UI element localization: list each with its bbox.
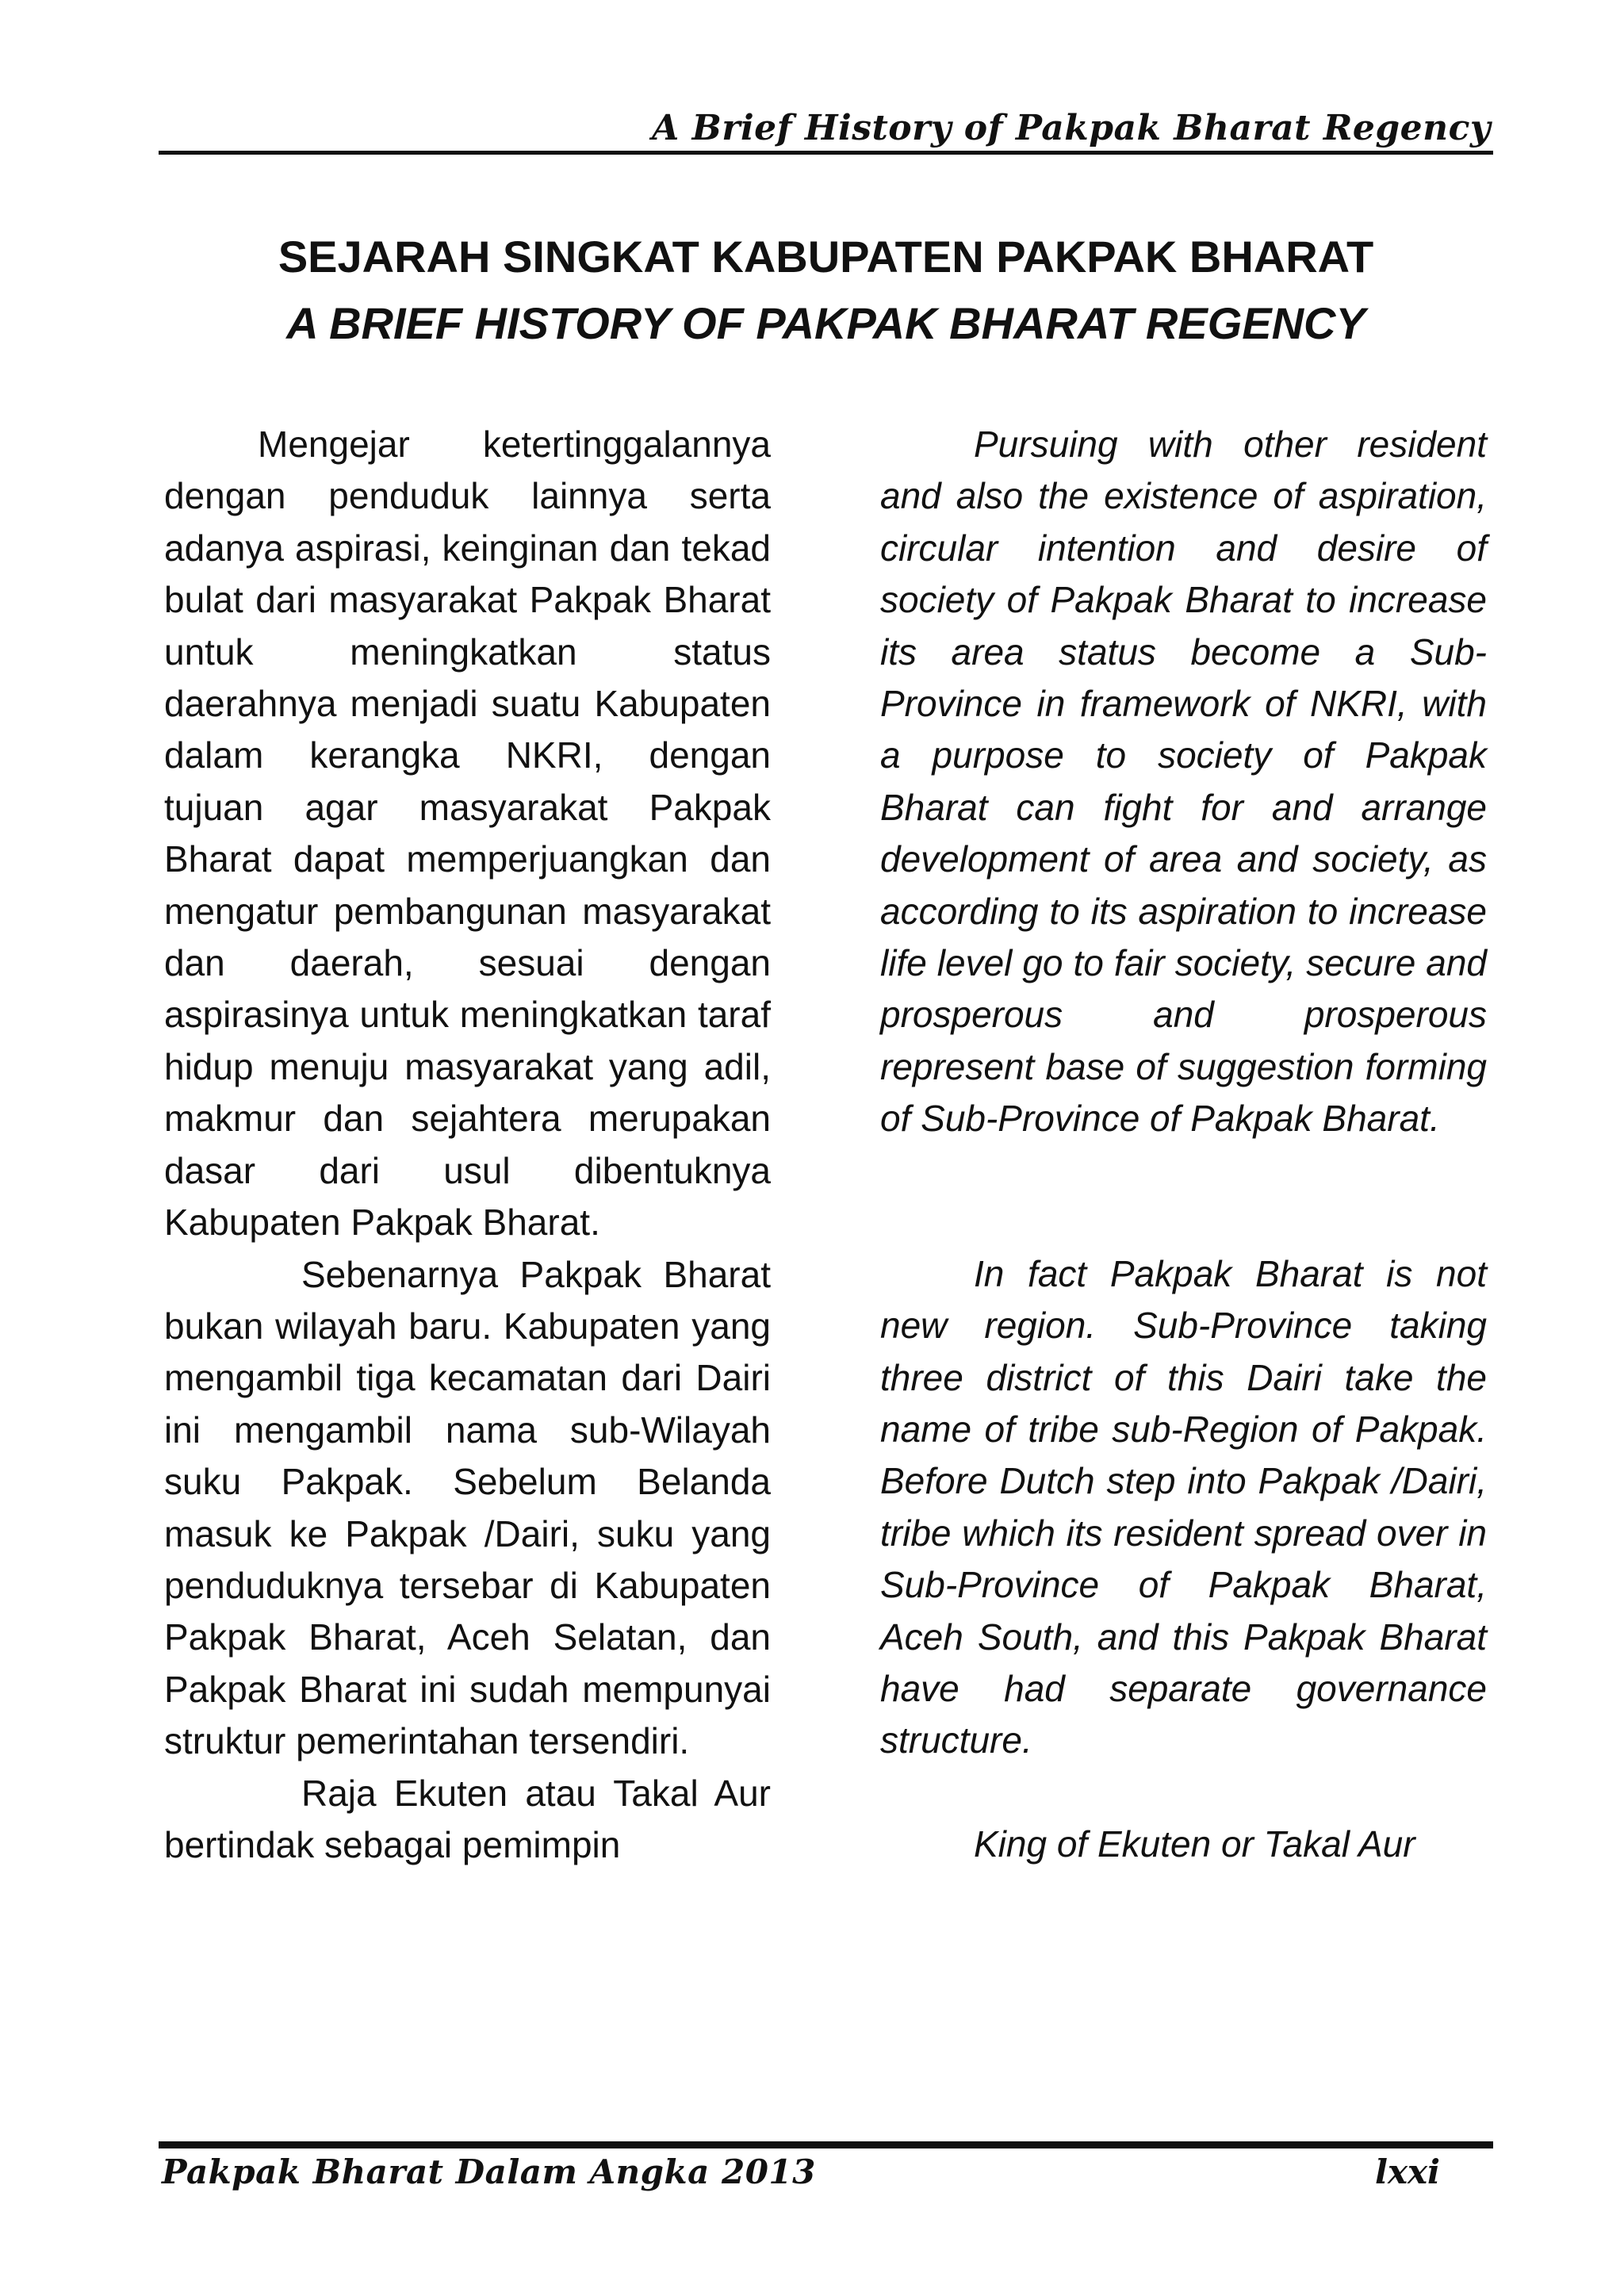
- right-column-english: [880, 419, 1487, 1870]
- left-column-indonesian: [164, 419, 771, 1871]
- left-paragraph-2: Sebenarnya Pakpak Bharat bukan wilayah baru. Kabupaten yang mengambil tiga kecamatan dari Dairi ini mengambil nama sub-Wilayah suku Pakpak. Sebelum Belanda masuk ke Pakpak /Dairi, suku yang penduduknya tersebar di Kabupaten Pakpak Bharat, Aceh Selatan, dan Pakpak Bharat ini sudah mempunyai struktur pemerintahan tersendiri.: [164, 1253, 771, 1762]
- footer-publication: Pakpak Bharat Dalam Angka 2013: [162, 2152, 816, 2191]
- title-english: A BRIEF HISTORY OF PAKPAK BHARAT REGENCY: [286, 298, 1365, 348]
- left-paragraph-3: Raja Ekuten atau Takal Aur bertindak sebagai pemimpin: [164, 1772, 771, 1865]
- right-paragraph-3: King of Ekuten or Takal Aur: [974, 1823, 1415, 1865]
- header-rule: [159, 151, 1493, 155]
- title-indonesian: SEJARAH SINGKAT KABUPATEN PAKPAK BHARAT: [278, 232, 1374, 282]
- title-block: [159, 224, 1493, 357]
- running-header: A Brief History of Pakpak Bharat Regency: [652, 108, 1491, 148]
- left-paragraph-1: Mengejar ketertinggalannya dengan penduduk lainnya serta adanya aspirasi, keinginan dan tekad bulat dari masyarakat Pakpak Bharat untuk meningkatkan status daerahnya menjadi suatu Kabupaten dalam kerangka NKRI, dengan tujuan agar masyarakat Pakpak Bharat dapat memperjuangkan dan mengatur pembangunan masyarakat dan daerah, sesuai dengan aspirasinya untuk meningkatkan taraf hidup menuju masyarakat yang adil, makmur dan sejahtera merupakan dasar dari usul dibentuknya Kabupaten Pakpak Bharat.: [164, 424, 771, 1244]
- right-paragraph-2: In fact Pakpak Bharat is not new region. Sub-Province taking three district of this Dairi take the name of tribe sub-Region of Pakpak. Before Dutch step into Pakpak /Dairi, tribe which its resident spread over in Sub-Province of Pakpak Bharat, Aceh South, and this Pakpak Bharat have had separate governance structure.: [880, 1252, 1487, 1761]
- page-number: lxxi: [1375, 2152, 1440, 2191]
- right-paragraph-1: Pursuing with other resident and also the existence of aspiration, circular intention and desire of society of Pakpak Bharat to increase its area status become a Sub-Province in framework of NKRI, with a purpose to society of Pakpak Bharat can fight for and arrange development of area and society, as according to its aspiration to increase life level go to fair society, secure and prosperous and prosperous represent base of suggestion forming of Sub-Province of Pakpak Bharat.: [880, 424, 1487, 1140]
- footer-rule: [159, 2141, 1493, 2148]
